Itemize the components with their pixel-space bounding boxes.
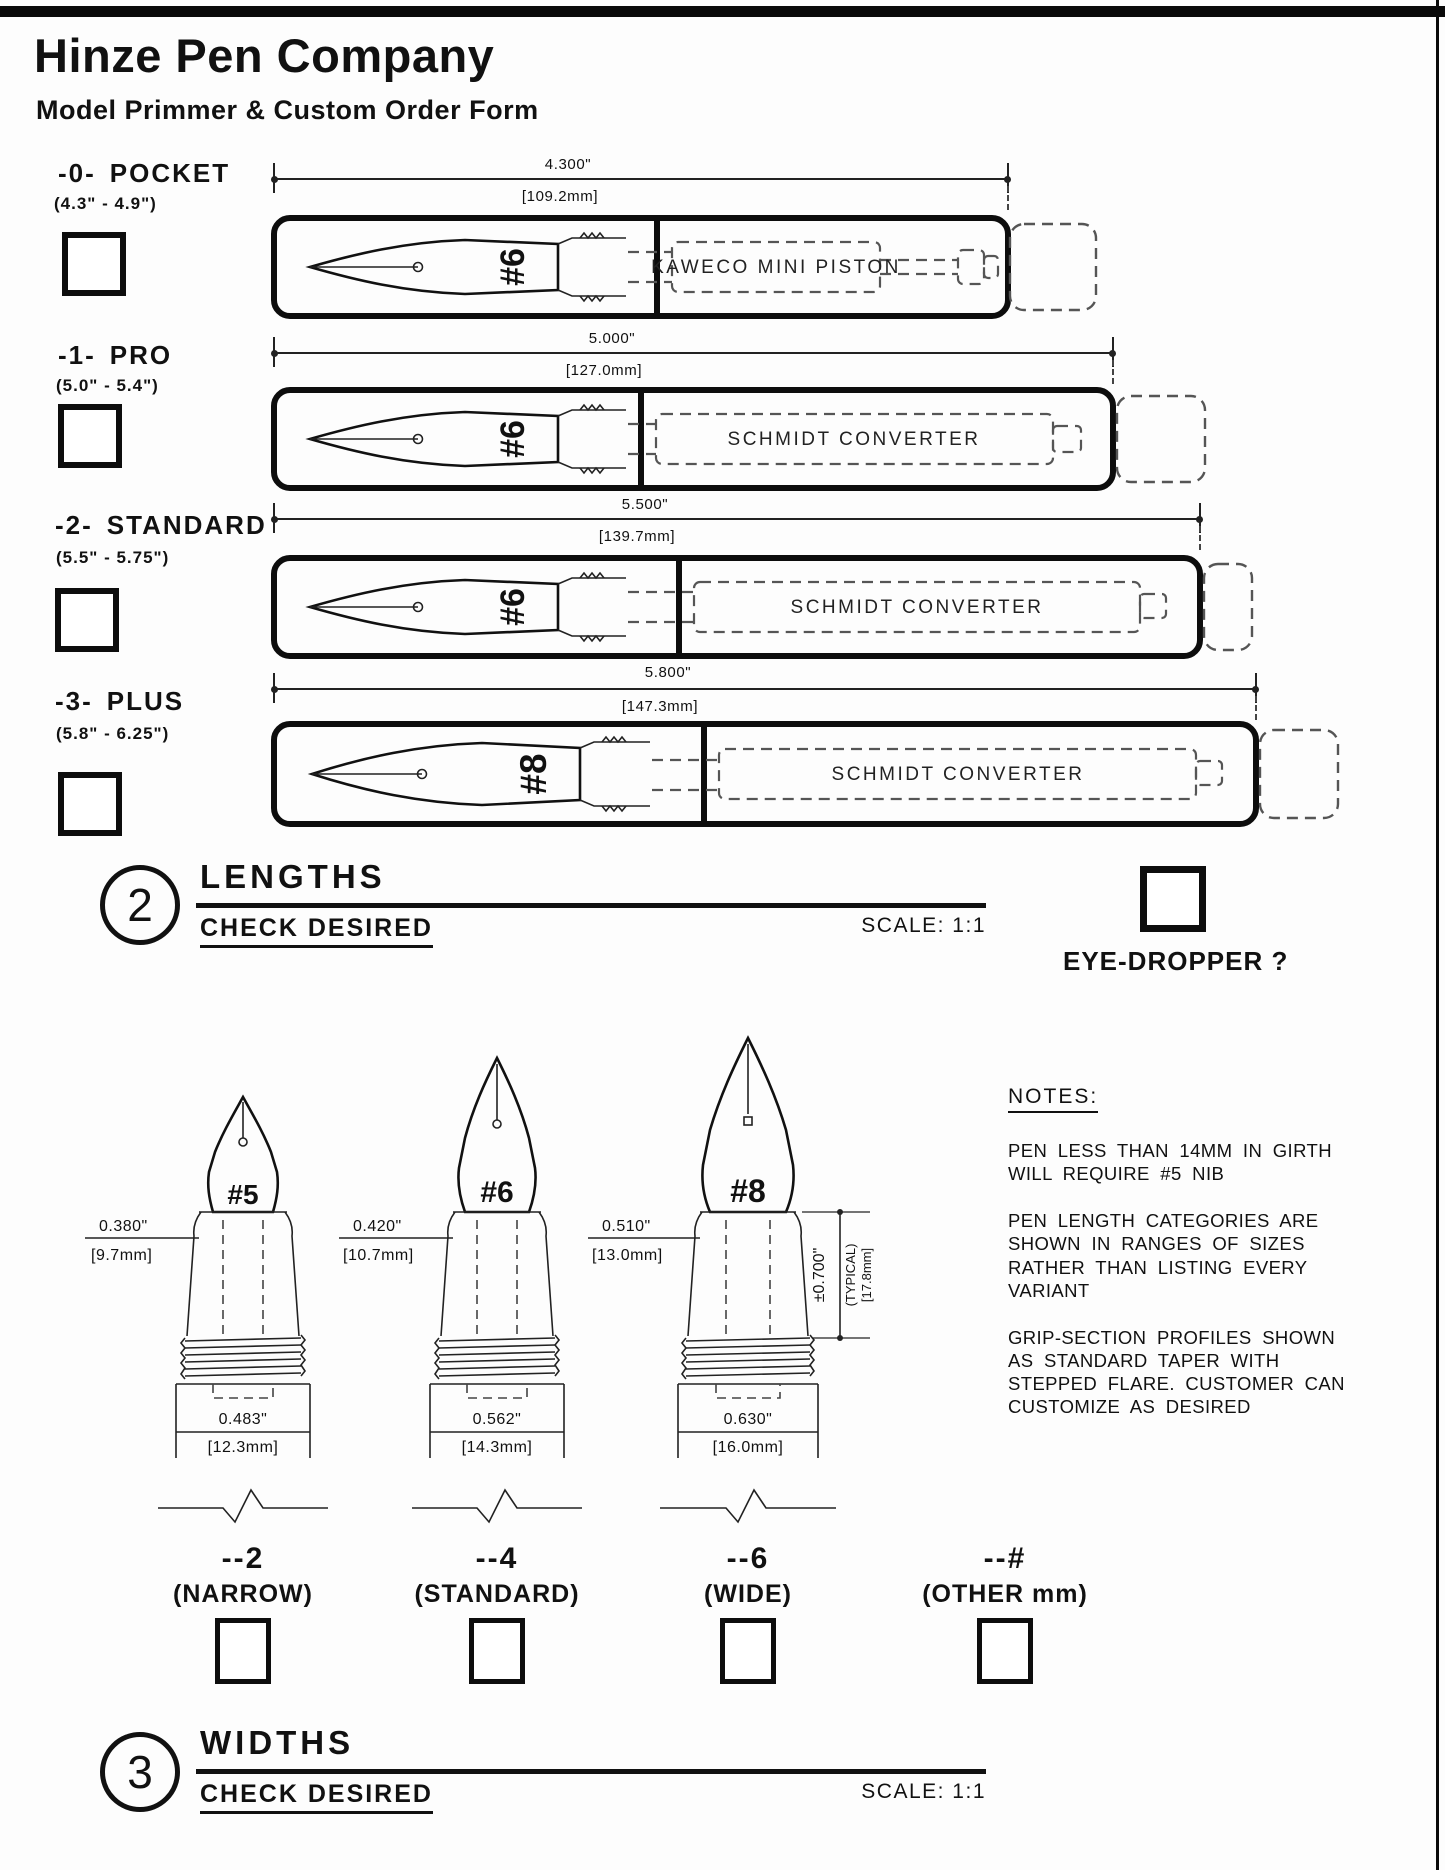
grip-outline xyxy=(187,1212,299,1336)
cap-outline xyxy=(1260,730,1338,818)
dimension-extension xyxy=(1199,526,1201,550)
threads xyxy=(580,405,604,473)
tip-dim-inches: 0.510" xyxy=(602,1218,651,1235)
model-code: -1- xyxy=(58,340,96,370)
tip-dim-inches: 0.420" xyxy=(353,1218,402,1235)
section-3-scale: SCALE: 1:1 xyxy=(861,1780,986,1803)
dimension-line-pro xyxy=(274,352,1113,354)
width-checkbox-standard[interactable] xyxy=(469,1618,525,1684)
dimension-mm-standard: [139.7mm] xyxy=(598,528,676,545)
dimension-line-plus xyxy=(274,688,1256,690)
dimension-dot xyxy=(1109,350,1116,357)
barrel-dim-inches: 0.562" xyxy=(472,1411,522,1428)
dimension-dot xyxy=(271,686,278,693)
note-item: PEN LESS THAN 14MM IN GIRTH WILL REQUIRE #5 NIB xyxy=(1008,1140,1332,1185)
barrel-dim-mm: [12.3mm] xyxy=(207,1439,279,1456)
tip-dim-inches: 0.380" xyxy=(99,1218,148,1235)
barrel-dim-mm: [16.0mm] xyxy=(712,1439,784,1456)
model-range-plus: (5.8" - 6.25") xyxy=(56,724,170,743)
dimension-inches-plus: 5.800" xyxy=(644,664,692,681)
dimension-dot xyxy=(271,350,278,357)
notes-title: NOTES: xyxy=(1008,1085,1098,1113)
page-subtitle: Model Primmer & Custom Order Form xyxy=(36,95,539,125)
model-label-plus xyxy=(55,686,184,717)
mechanism-label-pocket: KAWECO MINI PISTON xyxy=(651,257,901,278)
threads xyxy=(185,1338,301,1376)
length-checkbox-pro[interactable] xyxy=(58,404,122,468)
model-code: -0- xyxy=(58,158,96,188)
model-name: PLUS xyxy=(106,686,185,716)
dimension-dot xyxy=(1196,516,1203,523)
cap-outline xyxy=(1117,396,1205,482)
dimension-dot xyxy=(1004,176,1011,183)
dimension-extension xyxy=(1007,186,1009,210)
section-3-rule xyxy=(196,1769,986,1774)
width-code-other: --# xyxy=(983,1542,1027,1575)
width-checkbox-other[interactable] xyxy=(977,1618,1033,1684)
note-item: PEN LENGTH CATEGORIES ARE SHOWN IN RANGES OF SIZES RATHER THAN LISTING EVERY VARIANT xyxy=(1008,1210,1319,1301)
threads xyxy=(580,573,604,641)
width-checkbox-wide[interactable] xyxy=(720,1618,776,1684)
break-symbol xyxy=(412,1490,582,1522)
section-3-subtitle: CHECK DESIRED xyxy=(200,1780,433,1814)
nib-drawing-8 xyxy=(578,1000,878,1540)
mechanism-label-standard: SCHMIDT CONVERTER xyxy=(790,597,1044,618)
grip-outline xyxy=(441,1212,553,1336)
width-code-narrow: --2 xyxy=(221,1542,265,1575)
eyedropper-label: EYE-DROPPER ? xyxy=(1063,946,1289,976)
grip-outline xyxy=(688,1212,808,1336)
dimension-dot xyxy=(1252,686,1259,693)
model-name: PRO xyxy=(109,340,173,370)
section-2-scale: SCALE: 1:1 xyxy=(861,914,986,937)
section-number: 3 xyxy=(127,1746,153,1798)
model-name: STANDARD xyxy=(106,510,267,540)
dimension-dot xyxy=(271,176,278,183)
pen-drawing-standard xyxy=(270,554,1260,662)
nib-size-label: #6 xyxy=(494,248,532,286)
sheet-right-border xyxy=(1436,0,1439,1870)
dimension-inches-standard: 5.500" xyxy=(621,496,669,513)
width-checkbox-narrow[interactable] xyxy=(215,1618,271,1684)
nib-size-label: #8 xyxy=(730,1173,766,1209)
length-checkbox-plus[interactable] xyxy=(58,772,122,836)
section-3-title: WIDTHS xyxy=(200,1724,355,1761)
width-code-standard: --4 xyxy=(475,1542,519,1575)
dimension-mm-pro: [127.0mm] xyxy=(565,362,643,379)
dimension-inches-pocket: 4.300" xyxy=(544,156,592,173)
tip-dim-mm: [9.7mm] xyxy=(91,1247,153,1264)
section-number: 2 xyxy=(127,879,153,931)
cap-outline xyxy=(1204,564,1252,650)
width-name-narrow: (NARROW) xyxy=(173,1580,313,1608)
model-label-pro xyxy=(58,340,172,371)
model-range-pocket: (4.3" - 4.9") xyxy=(54,194,157,213)
nib-size-label: #6 xyxy=(480,1176,514,1209)
dimension-mm-plus: [147.3mm] xyxy=(621,698,699,715)
nib-size-label: #6 xyxy=(494,588,532,626)
nib-size-label: #6 xyxy=(494,420,532,458)
barrel-dim-mm: [14.3mm] xyxy=(461,1439,533,1456)
pen-drawing-pro xyxy=(270,386,1210,494)
pen-drawing-plus xyxy=(270,720,1345,830)
section-2-circle xyxy=(100,865,180,945)
dimension-extension xyxy=(1112,360,1114,384)
dimension-mm-pocket: [109.2mm] xyxy=(521,188,599,205)
model-code: -3- xyxy=(55,686,93,716)
break-symbol xyxy=(158,1490,328,1522)
dimension-line-standard xyxy=(274,518,1200,520)
typical-dim-inches: ±0.700" xyxy=(811,1247,828,1303)
section-3-circle xyxy=(100,1732,180,1812)
page-title: Hinze Pen Company xyxy=(34,29,495,82)
mechanism-label-pro: SCHMIDT CONVERTER xyxy=(727,429,981,450)
barrel-dim-inches: 0.630" xyxy=(723,1411,773,1428)
nib-size-label: #8 xyxy=(513,753,554,795)
section-2-rule xyxy=(196,903,986,908)
model-range-pro: (5.0" - 5.4") xyxy=(56,376,159,395)
width-name-wide: (WIDE) xyxy=(704,1580,792,1608)
section-2-subtitle: CHECK DESIRED xyxy=(200,914,433,948)
typical-dimension xyxy=(802,1209,874,1341)
sheet-top-border xyxy=(0,6,1445,17)
note-item: GRIP-SECTION PROFILES SHOWN AS STANDARD TAPER WITH STEPPED FLARE. CUSTOMER CAN CUSTOMIZE AS DESIRED xyxy=(1008,1326,1345,1418)
dimension-dot xyxy=(271,516,278,523)
width-code-wide: --6 xyxy=(726,1542,770,1575)
dimension-inches-pro: 5.000" xyxy=(588,330,636,347)
model-label-standard xyxy=(55,510,267,541)
typical-dim-note: (TYPICAL) xyxy=(843,1243,858,1307)
nib-size-label: #5 xyxy=(227,1179,259,1210)
width-name-other: (OTHER mm) xyxy=(922,1580,1088,1608)
typical-dim-mm: [17.8mm] xyxy=(859,1247,874,1303)
break-symbol xyxy=(660,1490,836,1522)
model-range-standard: (5.5" - 5.75") xyxy=(56,548,170,567)
eyedropper-checkbox[interactable] xyxy=(1140,866,1206,932)
notes-block xyxy=(1008,1085,1348,1442)
threads xyxy=(686,1338,810,1376)
threads xyxy=(602,737,626,811)
threads xyxy=(439,1338,555,1376)
width-name-standard: (STANDARD) xyxy=(414,1580,580,1608)
length-checkbox-standard[interactable] xyxy=(55,588,119,652)
cap-outline xyxy=(1010,224,1096,310)
section-2-title: LENGTHS xyxy=(200,858,386,895)
threads xyxy=(580,233,604,301)
model-label-pocket xyxy=(58,158,230,189)
dimension-extension xyxy=(1255,696,1257,720)
model-name: POCKET xyxy=(109,158,231,188)
model-code: -2- xyxy=(55,510,93,540)
pen-drawing-pocket xyxy=(270,214,1102,322)
length-checkbox-pocket[interactable] xyxy=(62,232,126,296)
tip-dim-mm: [10.7mm] xyxy=(343,1247,414,1264)
mechanism-label-plus: SCHMIDT CONVERTER xyxy=(831,764,1085,785)
tip-dim-mm: [13.0mm] xyxy=(592,1247,663,1264)
dimension-line-pocket xyxy=(274,178,1008,180)
barrel-dim-inches: 0.483" xyxy=(218,1411,268,1428)
